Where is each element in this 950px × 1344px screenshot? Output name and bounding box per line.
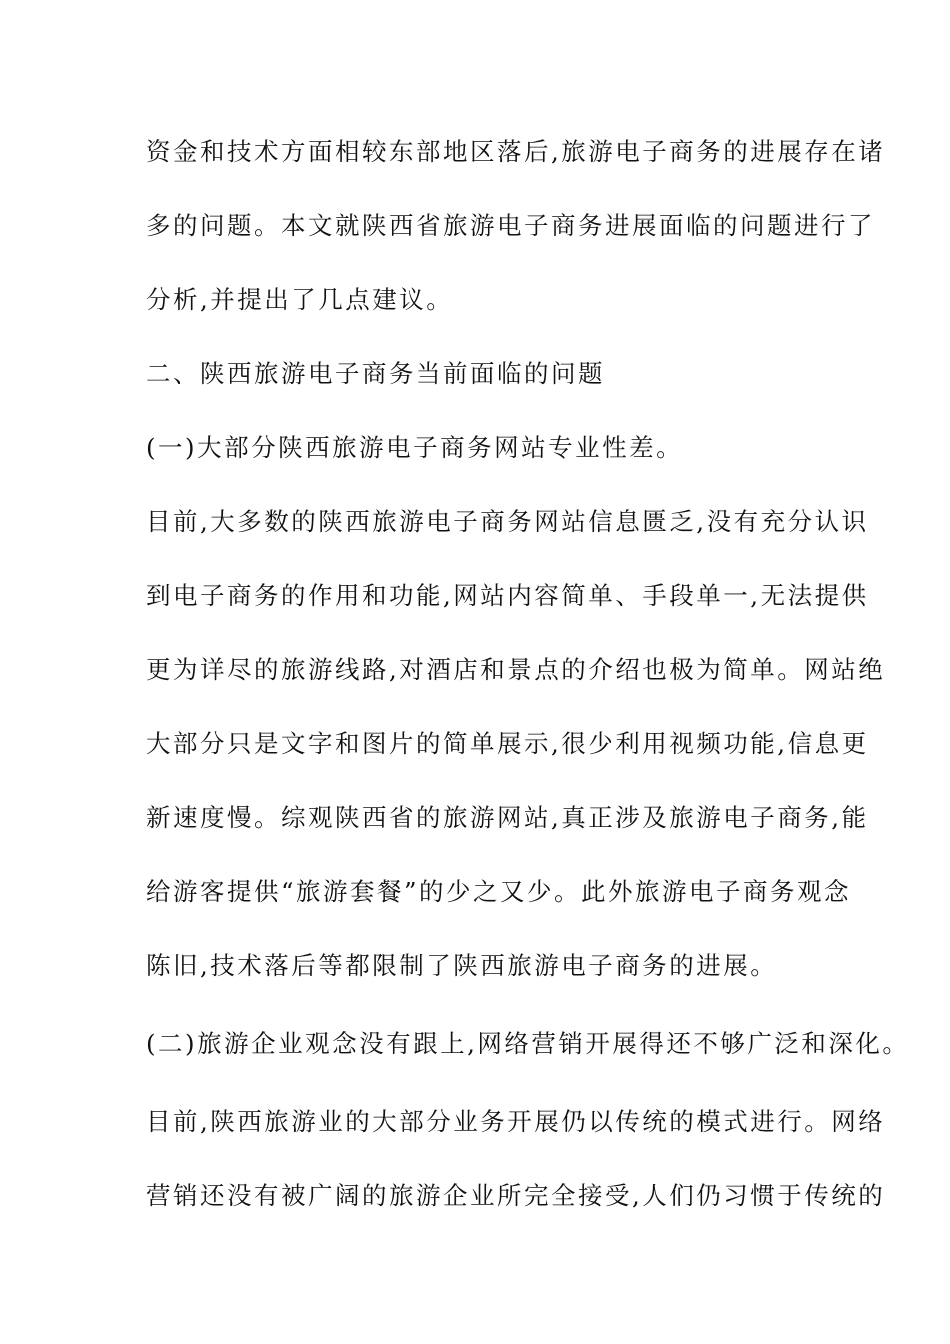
body-text-line: 目前,陕西旅游业的大部分业务开展仍以传统的模式进行。网络	[146, 1107, 886, 1136]
subsection-heading: (一)大部分陕西旅游电子商务网站专业性差。	[146, 433, 684, 462]
body-text-line: 到电子商务的作用和功能,网站内容简单、手段单一,无法提供	[146, 581, 869, 610]
body-text-line: 新速度慢。综观陕西省的旅游网站,真正涉及旅游电子商务,能	[146, 803, 869, 832]
body-text-line: 资金和技术方面相较东部地区落后,旅游电子商务的进展存在诸	[146, 137, 886, 166]
body-text-line: 营销还没有被广阔的旅游企业所完全接受,人们仍习惯于传统的	[146, 1181, 886, 1210]
body-text-line: 陈旧,技术落后等都限制了陕西旅游电子商务的进展。	[146, 951, 778, 980]
body-text-line: 多的问题。本文就陕西省旅游电子商务进展面临的问题进行了	[146, 211, 875, 240]
body-text-line: 大部分只是文字和图片的简单展示,很少利用视频功能,信息更	[146, 729, 869, 758]
body-text-line: 分析,并提出了几点建议。	[146, 285, 454, 314]
subsection-heading: (二)旅游企业观念没有跟上,网络营销开展得还不够广泛和深化。	[146, 1029, 910, 1058]
body-text-line: 目前,大多数的陕西旅游电子商务网站信息匮乏,没有充分认识	[146, 507, 869, 536]
body-text-line: 给游客提供“旅游套餐”的少之又少。此外旅游电子商务观念	[146, 877, 852, 906]
section-heading: 二、陕西旅游电子商务当前面临的问题	[146, 359, 605, 388]
body-text-line: 更为详尽的旅游线路,对酒店和景点的介绍也极为简单。网站绝	[146, 655, 886, 684]
